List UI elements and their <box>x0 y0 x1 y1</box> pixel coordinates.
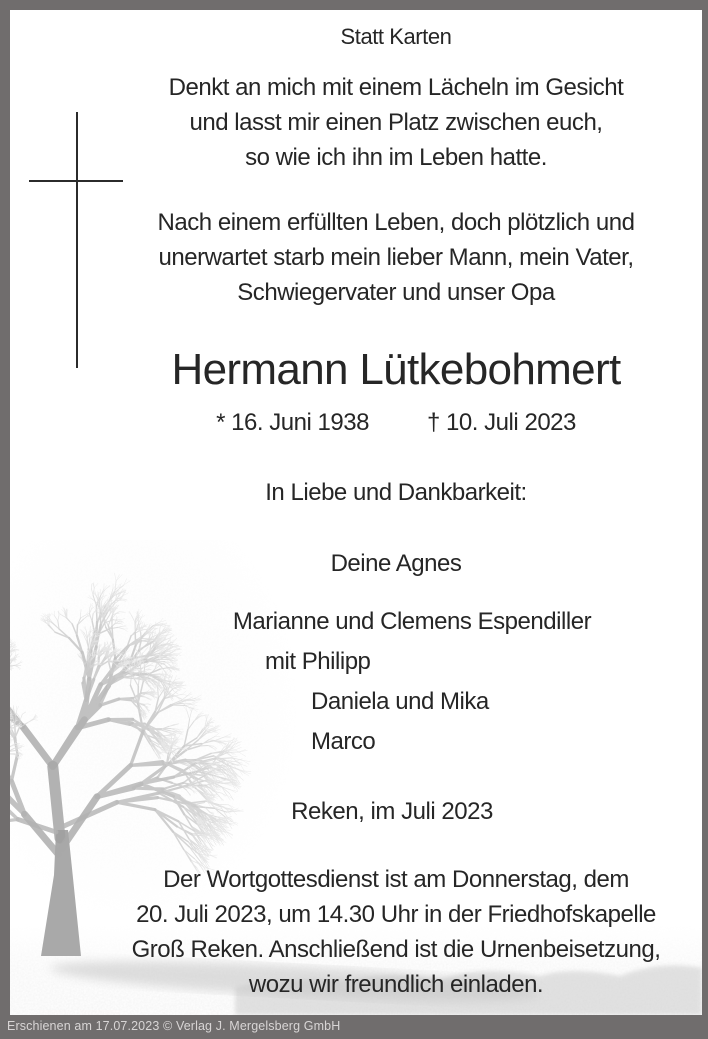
mourner-name: Marco <box>311 728 376 755</box>
cross-vertical-bar <box>76 112 78 368</box>
preface-text: Statt Karten <box>340 24 452 49</box>
crown-texture <box>10 540 300 910</box>
poem-line: Denkt an mich mit einem Lächeln im Gesicht <box>168 74 624 101</box>
service-line: Groß Reken. Anschließend ist die Urnenbeisetzung, <box>131 936 661 963</box>
intro-line: unerwartet starb mein lieber Mann, mein Vater, <box>158 244 634 271</box>
mourner-name: mit Philipp <box>265 648 371 675</box>
life-dates <box>91 411 701 435</box>
poem-line: und lasst mir einen Platz zwischen euch, <box>189 109 603 136</box>
dedication-text: In Liebe und Dankbarkeit: <box>265 479 527 506</box>
place-and-date: Reken, im Juli 2023 <box>291 798 493 825</box>
mourner-name: Daniela und Mika <box>311 688 489 715</box>
mourner-name: Marianne und Clemens Espendiller <box>232 608 592 635</box>
publisher-imprint: Erschienen am 17.07.2023 © Verlag J. Mergelsberg GmbH <box>7 1019 341 1033</box>
cross-horizontal-bar <box>29 180 123 182</box>
service-line: Der Wortgottesdienst ist am Donnerstag, dem <box>163 866 629 893</box>
service-line: 20. Juli 2023, um 14.30 Uhr in der Friedhofskapelle <box>136 901 656 928</box>
intro-line: Nach einem erfüllten Leben, doch plötzlich und <box>157 209 635 236</box>
obituary-card <box>10 10 702 1015</box>
death-date: † 10. Juli 2023 <box>427 409 576 436</box>
mourner-name: Deine Agnes <box>330 550 462 577</box>
intro-line: Schwiegervater und unser Opa <box>237 279 555 306</box>
deceased-name: Hermann Lütkebohmert <box>171 345 621 394</box>
birth-date: * 16. Juni 1938 <box>216 409 369 436</box>
poem-line: so wie ich ihn im Leben hatte. <box>245 144 547 171</box>
service-line: wozu wir freundlich einladen. <box>248 971 544 998</box>
